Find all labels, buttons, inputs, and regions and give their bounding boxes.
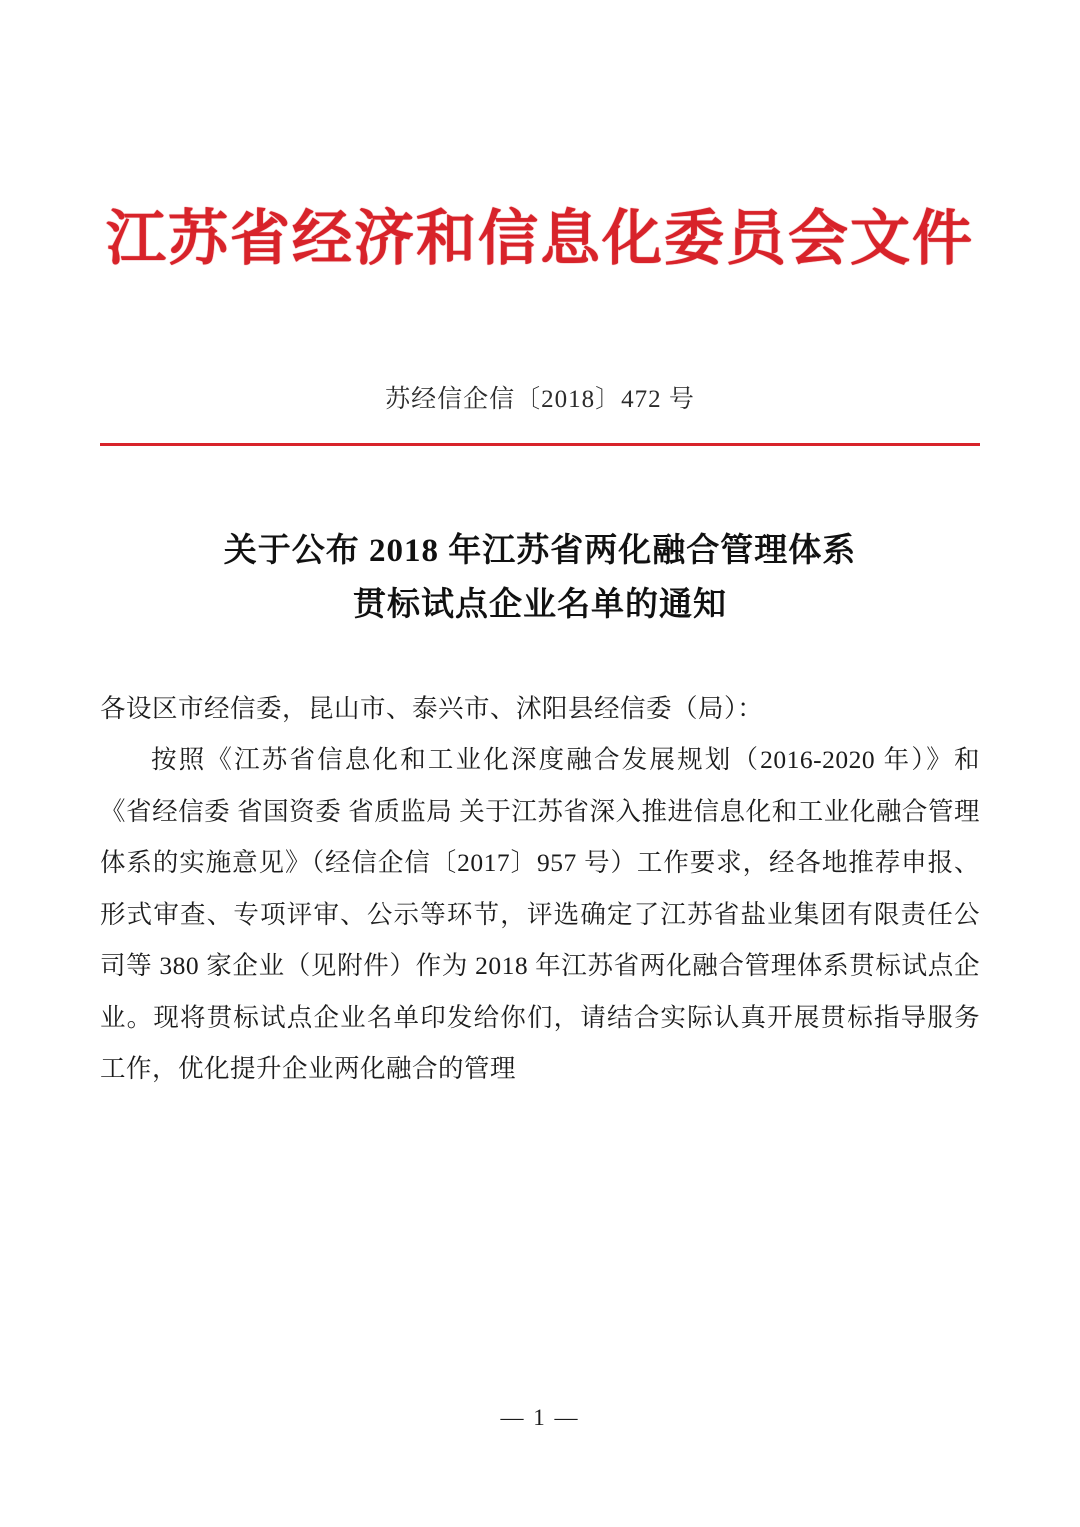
salutation-paragraph: 各设区市经信委，昆山市、泰兴市、沭阳县经信委（局）： (100, 693, 764, 723)
page-title-line-2: 贯标试点企业名单的通知 (353, 587, 727, 624)
page-number: — 1 — (500, 1405, 580, 1430)
document-body (100, 683, 980, 1095)
document-number: 苏经信企信〔2018〕472 号 (385, 386, 695, 413)
page-title (100, 524, 980, 633)
page-title-line-1: 关于公布 2018 年江苏省两化融合管理体系 (223, 533, 857, 569)
body-paragraph-1: 按照《江苏省信息化和工业化深度融合发展规划（2016-2020 年）》和《省经信委 省国资委 省质监局 关于江苏省深入推进信息化和工业化融合管理体系的实施意见》（经信企信〔2017〕957 号）工作要求，经各地推荐申报、形式审查、专项评审、公示等环节，评选确定了江苏省盐业集团有限责任公司等 380 家企业（见附件）作为 2018 年江苏省两化融合管理体系贯标试点企业。现将贯标试点企业名单印发给你们，请结合实际认真开展贯标指导服务工作，优化提升企业两化融合的管理 (100, 745, 980, 1084)
masthead (100, 0, 980, 274)
red-divider-rule (100, 443, 980, 446)
issuing-agency-title: 江苏省经济和信息化委员会文件 (106, 206, 974, 272)
